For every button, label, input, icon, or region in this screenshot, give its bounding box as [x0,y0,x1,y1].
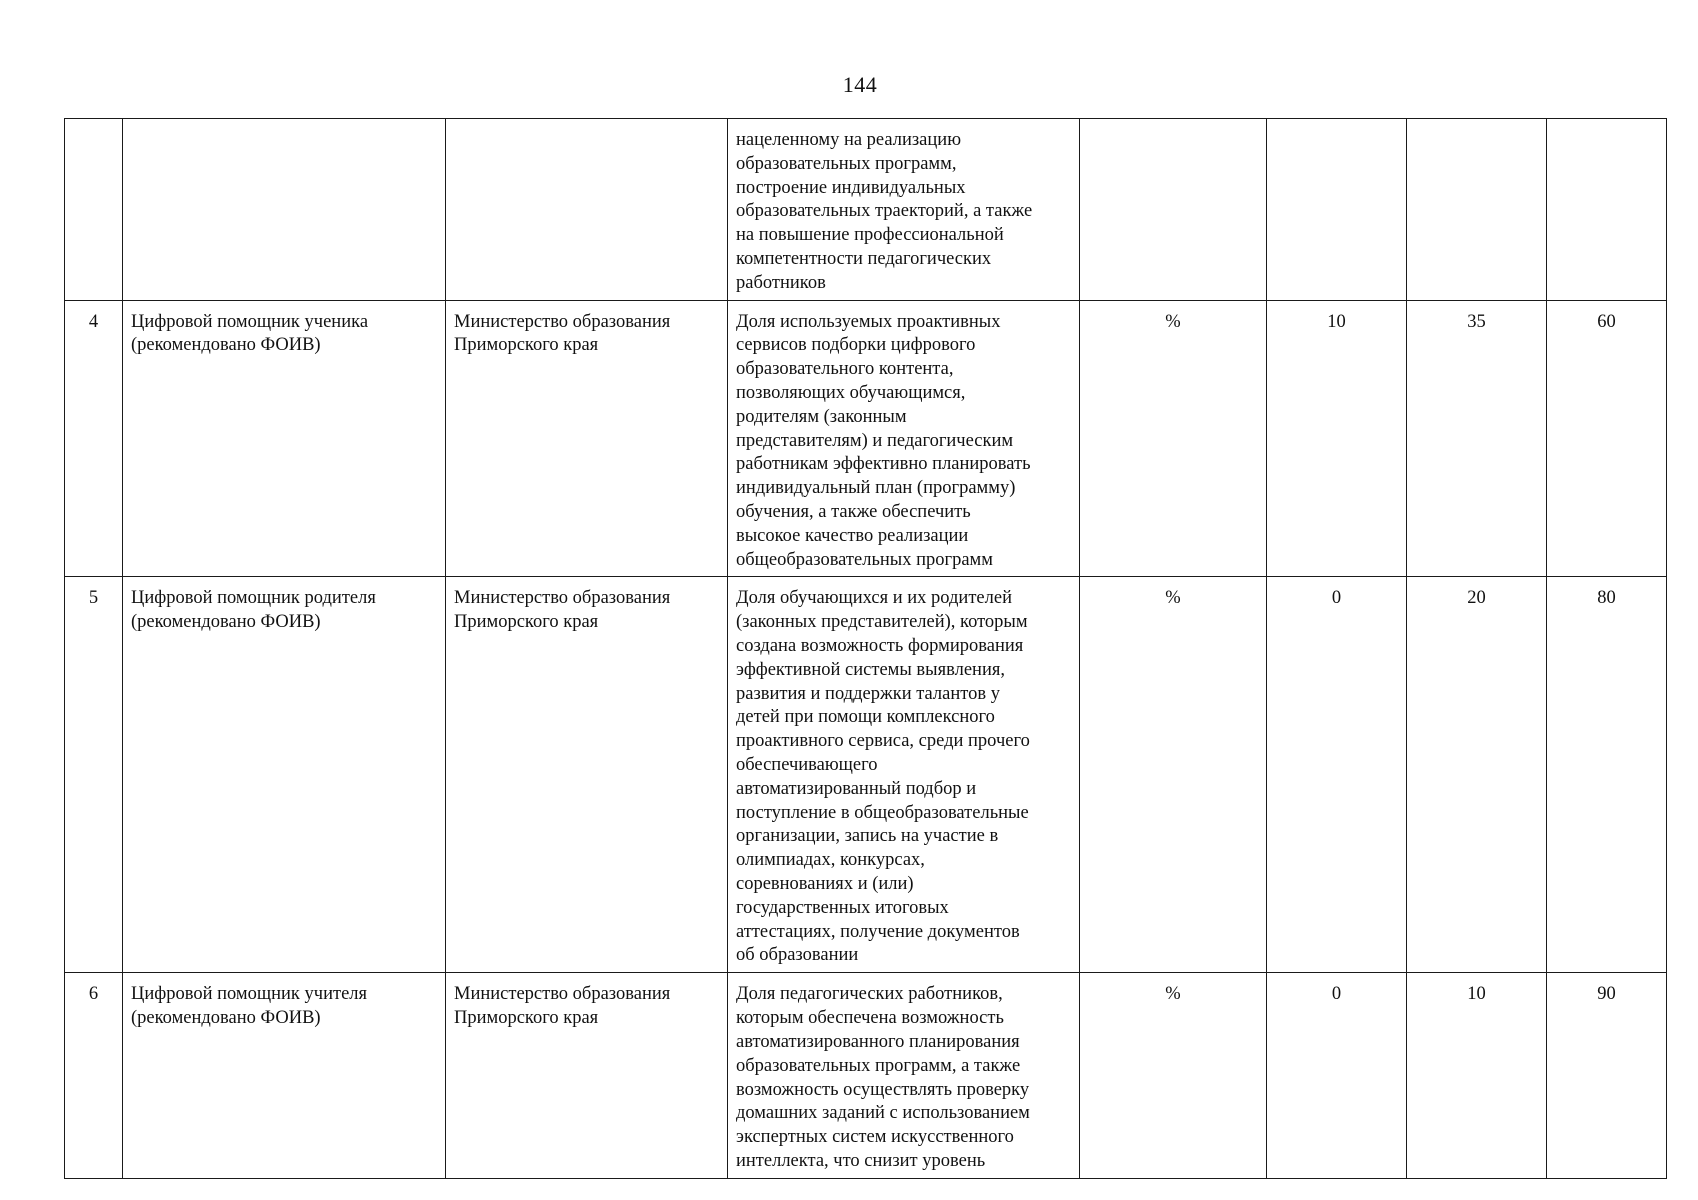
page-number: 144 [842,72,878,97]
project-name-cell [123,973,446,1178]
indicator-description-cell-line: общеобразовательных программ [736,549,993,570]
project-name-cell-line: (рекомендовано ФОИВ) [131,335,321,356]
unit-cell: % [1080,300,1267,577]
indicator-description-cell-line: об образовании [736,945,859,966]
indicator-description-cell-line: Доля педагогических работников, [736,984,1003,1005]
indicator-description-cell-line: домашних заданий с использованием [736,1103,1030,1124]
responsible-cell-line: Приморского края [454,335,599,356]
indicator-description-cell-line: построение индивидуальных [736,177,966,198]
row-number-cell [65,119,123,301]
row-number-cell: 4 [65,300,123,577]
indicator-description-cell-line: работников [736,272,826,293]
value-cell-3: 80 [1547,577,1667,973]
responsible-cell-line: Приморского края [454,612,599,633]
responsible-cell-line: Министерство образования [454,984,671,1005]
indicator-description-cell-line: на повышение профессиональной [736,225,1004,246]
indicator-description-cell-line: Доля обучающихся и их родителей [736,588,1012,609]
value-cell-1 [1267,119,1407,301]
indicator-description-cell-line: Доля используемых проактивных [736,311,1001,332]
table-body [65,119,1667,1179]
value-cell-3 [1547,119,1667,301]
indicator-description-cell-line: эффективной системы выявления, [736,659,1005,680]
responsible-cell [446,973,728,1178]
value-cell-2: 35 [1407,300,1547,577]
indicator-description-cell-line: обеспечивающего [736,754,878,775]
indicator-description-cell-line: образовательных программ, [736,153,957,174]
indicator-description-cell-line: возможность осуществлять проверку [736,1079,1030,1100]
indicator-description-cell-line: родителям (законным [736,406,907,427]
row-number-cell: 6 [65,973,123,1178]
value-cell-2: 10 [1407,973,1547,1178]
project-name-cell [123,300,446,577]
project-name-cell [123,577,446,973]
table-row [65,577,1667,973]
project-name-cell-line: (рекомендовано ФОИВ) [131,1008,321,1029]
indicator-description-cell [728,300,1080,577]
indicator-description-cell [728,577,1080,973]
responsible-cell [446,300,728,577]
indicator-description-cell-line: работникам эффективно планировать [736,454,1031,475]
unit-cell: % [1080,973,1267,1178]
indicator-description-cell-line: автоматизированный подбор и [736,778,977,799]
indicator-description-cell-line: представителям) и педагогическим [736,430,1014,451]
project-name-cell-line: Цифровой помощник ученика [131,311,369,332]
unit-cell: % [1080,577,1267,973]
indicator-description-cell-line: экспертных систем искусственного [736,1127,1014,1148]
responsible-cell-line: Министерство образования [454,588,671,609]
indicators-table [64,118,1667,1179]
value-cell-3: 90 [1547,973,1667,1178]
responsible-cell [446,119,728,301]
indicator-description-cell-line: соревнованиях и (или) [736,873,914,894]
indicator-description-cell-line: высокое качество реализации [736,525,969,546]
value-cell-1: 10 [1267,300,1407,577]
indicator-description-cell-line: индивидуальный план (программу) [736,478,1016,499]
table-row [65,119,1667,301]
value-cell-2: 20 [1407,577,1547,973]
indicator-description-cell-line: образовательного контента, [736,359,954,380]
indicator-description-cell [728,119,1080,301]
table-row [65,973,1667,1178]
responsible-cell-line: Министерство образования [454,311,671,332]
value-cell-1: 0 [1267,577,1407,973]
project-name-cell-line: Цифровой помощник учителя [131,984,368,1005]
indicator-description-cell-line: образовательных программ, а также [736,1055,1021,1076]
indicator-description-cell-line: государственных итоговых [736,897,949,918]
indicator-description-cell-line: автоматизированного планирования [736,1031,1020,1052]
indicator-description-cell-line: компетентности педагогических [736,248,992,269]
unit-cell [1080,119,1267,301]
indicator-description-cell-line: которым обеспечена возможность [736,1008,1004,1029]
indicator-description-cell-line: образовательных траекторий, а также [736,201,1033,222]
indicator-description-cell-line: организации, запись на участие в [736,826,999,847]
indicator-description-cell-line: (законных представителей), которым [736,612,1028,633]
indicator-description-cell [728,973,1080,1178]
indicator-description-cell-line: развития и поддержки талантов у [736,683,1000,704]
value-cell-3: 60 [1547,300,1667,577]
indicator-description-cell-line: позволяющих обучающимся, [736,382,966,403]
value-cell-1: 0 [1267,973,1407,1178]
indicator-description-cell-line: нацеленному на реализацию [736,130,962,150]
table-row [65,300,1667,577]
row-number-cell: 5 [65,577,123,973]
indicator-description-cell-line: аттестациях, получение документов [736,921,1020,942]
project-name-cell [123,119,446,301]
indicator-description-cell-line: поступление в общеобразовательные [736,802,1029,823]
project-name-cell-line: Цифровой помощник родителя [131,588,376,609]
indicator-description-cell-line: создана возможность формирования [736,635,1024,656]
value-cell-2 [1407,119,1547,301]
indicator-description-cell-line: сервисов подборки цифрового [736,335,976,356]
indicator-description-cell-line: интеллекта, что снизит уровень [736,1150,986,1171]
indicator-description-cell-line: проактивного сервиса, среди прочего [736,731,1030,752]
indicator-description-cell-line: олимпиадах, конкурсах, [736,850,925,871]
responsible-cell [446,577,728,973]
indicator-description-cell-line: обучения, а также обеспечить [736,501,971,522]
indicator-description-cell-line: детей при помощи комплексного [736,707,995,728]
project-name-cell-line: (рекомендовано ФОИВ) [131,612,321,633]
responsible-cell-line: Приморского края [454,1008,599,1029]
